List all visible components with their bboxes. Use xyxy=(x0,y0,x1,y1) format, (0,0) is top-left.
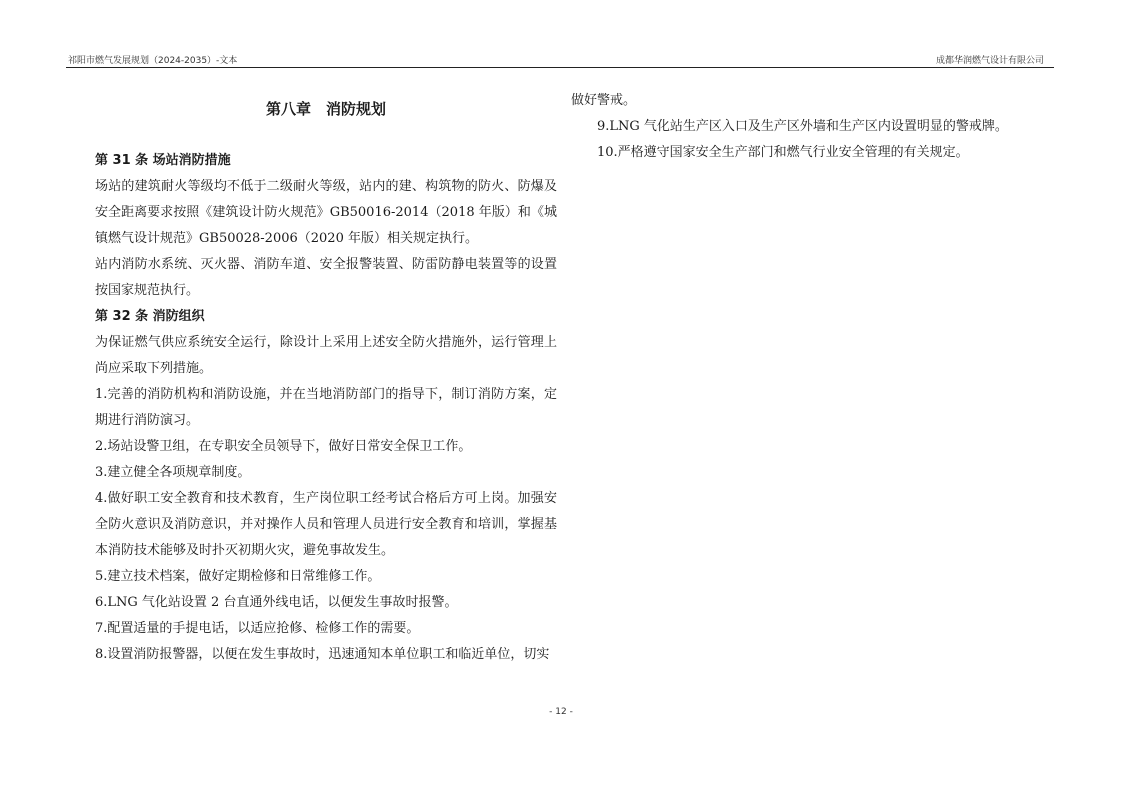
article-32-title: 第 32 条 消防组织 xyxy=(95,309,205,324)
left-column xyxy=(95,90,557,668)
article-31-paragraph-2: 站内消防水系统、灭火器、消防车道、安全报警装置、防雷防静电装置等的设置按国家规范执行。 xyxy=(95,257,557,298)
list-item: 5.建立技术档案，做好定期检修和日常维修工作。 xyxy=(95,569,381,584)
right-column xyxy=(571,88,1041,166)
page-number: - 12 - xyxy=(549,707,573,717)
header-company-name: 成都华润燃气设计有限公司 xyxy=(935,56,1044,66)
header-document-title: 祁阳市燃气发展规划（2024-2035）-文本 xyxy=(68,56,238,66)
chapter-title: 第八章 消防规划 xyxy=(265,100,386,118)
article-31-paragraph-1: 场站的建筑耐火等级均不低于二级耐火等级，站内的建、构筑物的防火、防爆及安全距离要求按照《建筑设计防火规范》GB50016-2014（2018 年版）和《城镇燃气设计规范》GB50028-2006（2020 年版）相关规定执行。 xyxy=(95,179,557,246)
list-item: 1.完善的消防机构和消防设施，并在当地消防部门的指导下，制订消防方案，定期进行消防演习。 xyxy=(95,387,557,428)
list-item: 3.建立健全各项规章制度。 xyxy=(95,465,251,480)
list-item: 10.严格遵守国家安全生产部门和燃气行业安全管理的有关规定。 xyxy=(597,145,969,160)
list-item: 4.做好职工安全教育和技术教育，生产岗位职工经考试合格后方可上岗。加强安全防火意识及消防意识，并对操作人员和管理人员进行安全教育和培训，掌握基本消防技术能够及时扑灭初期火灾，避免事故发生。 xyxy=(95,491,557,558)
list-item: 9.LNG 气化站生产区入口及生产区外墙和生产区内设置明显的警戒牌。 xyxy=(597,119,1008,134)
list-item: 6.LNG 气化站设置 2 台直通外线电话，以便发生事故时报警。 xyxy=(95,595,458,610)
header-divider xyxy=(66,67,1054,68)
list-item: 7.配置适量的手提电话，以适应抢修、检修工作的需要。 xyxy=(95,621,420,636)
article-32-intro: 为保证燃气供应系统安全运行，除设计上采用上述安全防火措施外，运行管理上尚应采取下列措施。 xyxy=(95,335,557,376)
list-item: 8.设置消防报警器，以便在发生事故时，迅速通知本单位职工和临近单位，切实 xyxy=(95,647,550,662)
article-31-title: 第 31 条 场站消防措施 xyxy=(95,153,231,168)
list-item: 2.场站设警卫组，在专职安全员领导下，做好日常安全保卫工作。 xyxy=(95,439,472,454)
list-item-continuation: 做好警戒。 xyxy=(571,93,637,108)
